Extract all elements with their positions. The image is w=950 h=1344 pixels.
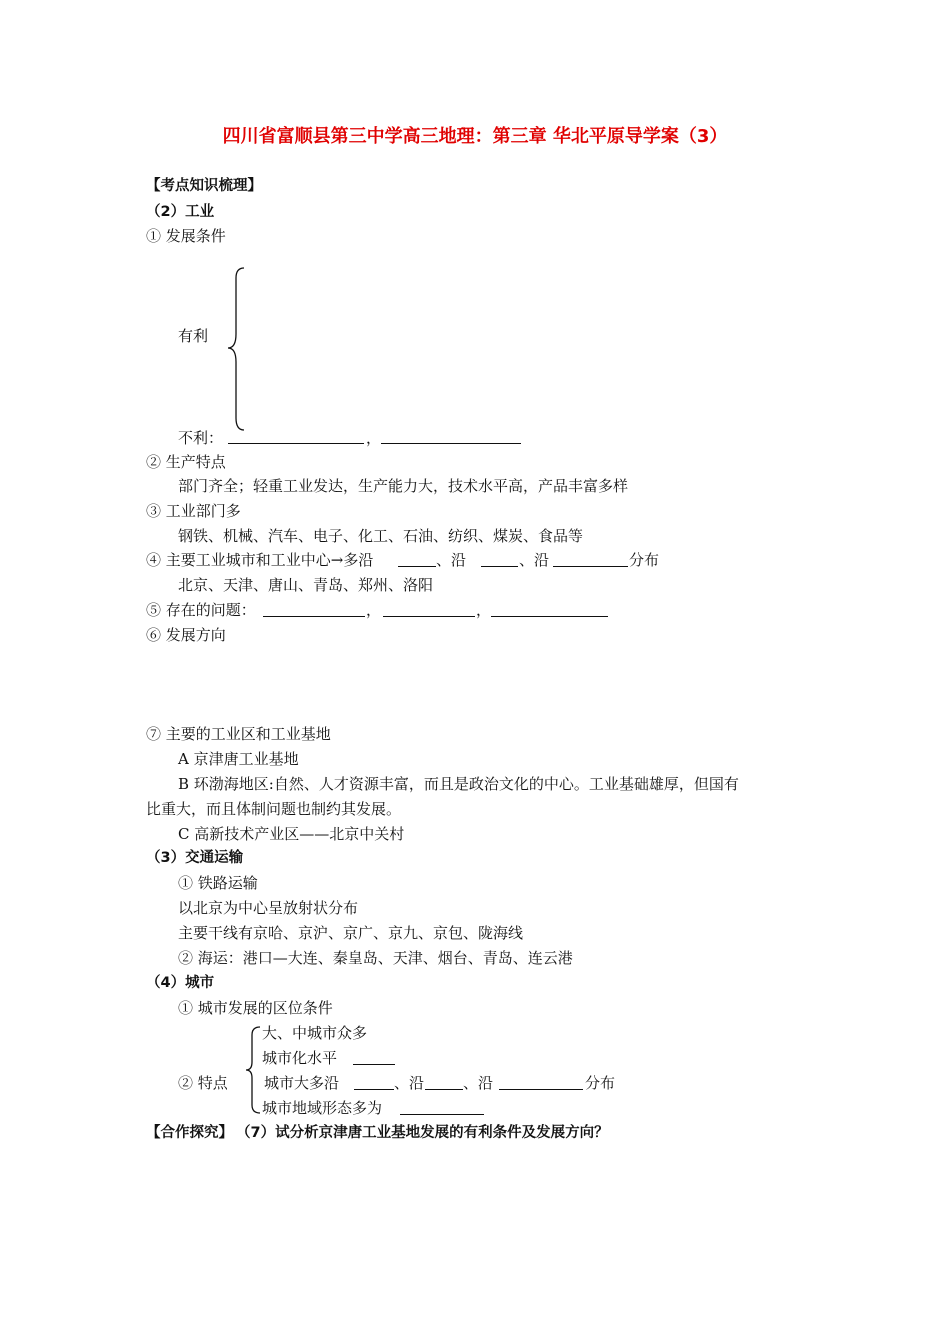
unfavorable-blank-1[interactable]	[228, 443, 364, 444]
industry-sectors-label: ③ 工业部门多	[146, 502, 241, 520]
jingjintang-base: A 京津唐工业基地	[178, 750, 299, 768]
existing-problems-label: ⑤ 存在的问题：	[146, 601, 256, 619]
industrial-cities-distribution: 分布	[629, 551, 660, 569]
page-title: 四川省富顺县第三中学高三地理：第三章 华北平原导学案（3）	[222, 126, 728, 147]
city-features-label: ② 特点	[178, 1074, 228, 1092]
comma: ，	[366, 601, 382, 619]
city-along-sep-2: 、沿	[463, 1074, 494, 1092]
industrial-cities-blank-3[interactable]	[553, 566, 628, 567]
industrial-cities-blank-1[interactable]	[398, 566, 436, 567]
urban-form-blank[interactable]	[400, 1114, 484, 1115]
city-along-blank-2[interactable]	[425, 1089, 463, 1090]
railway-lines: 主要干线有京哈、京沪、京广、京九、京包、陇海线	[178, 924, 524, 942]
unfavorable-label: 不利：	[178, 429, 224, 447]
industrial-cities-blank-2[interactable]	[481, 566, 518, 567]
problems-blank-2[interactable]	[383, 616, 475, 617]
favorable-brace	[226, 266, 250, 432]
production-features-label: ② 生产特点	[146, 453, 226, 471]
city-feature-4: 城市地域形态多为	[262, 1099, 383, 1117]
railway-radial: 以北京为中心呈放射状分布	[178, 899, 359, 917]
development-conditions-label: ① 发展条件	[146, 227, 226, 245]
sea-transport: ② 海运：港口—大连、秦皇岛、天津、烟台、青岛、连云港	[178, 949, 573, 967]
section-review-heading: 【考点知识梳理】	[146, 178, 262, 194]
city-heading: （4）城市	[146, 975, 215, 991]
railway-label: ① 铁路运输	[178, 874, 258, 892]
city-feature-1: 大、中城市众多	[262, 1024, 368, 1042]
industrial-cities-label: ④ 主要工业城市和工业中心→多沿	[146, 551, 374, 569]
bohai-region-line1: B 环渤海地区:自然、人才资源丰富，而且是政治文化的中心。工业基础雄厚，但国有	[178, 775, 739, 793]
industry-sectors-text: 钢铁、机械、汽车、电子、化工、石油、纺织、煤炭、食品等	[178, 527, 584, 545]
cooperate-label: 【合作探究】	[146, 1125, 233, 1141]
city-feature-2: 城市化水平	[262, 1049, 338, 1067]
high-tech-zone: C 高新技术产业区——北京中关村	[178, 825, 405, 843]
city-along-blank-1[interactable]	[354, 1089, 394, 1090]
transport-heading: （3）交通运输	[146, 850, 244, 866]
favorable-label: 有利	[178, 327, 209, 345]
industry-heading: （2）工业	[146, 204, 215, 220]
comma: ，	[476, 601, 492, 619]
city-location-conditions: ① 城市发展的区位条件	[178, 999, 333, 1017]
urbanization-blank[interactable]	[353, 1064, 395, 1065]
city-feature-3: 城市大多沿	[264, 1074, 340, 1092]
comma: ，	[366, 429, 382, 447]
city-features-brace	[244, 1025, 264, 1115]
bohai-region-line2: 比重大，而且体制问题也制约其发展。	[146, 800, 402, 818]
industrial-bases-label: ⑦ 主要的工业区和工业基地	[146, 725, 331, 743]
problems-blank-1[interactable]	[263, 616, 365, 617]
industrial-cities-sep-2: 、沿	[519, 551, 550, 569]
unfavorable-blank-2[interactable]	[381, 443, 521, 444]
cooperate-question: （7）试分析京津唐工业基地发展的有利条件及发展方向？	[236, 1125, 609, 1141]
city-distribution: 分布	[585, 1074, 616, 1092]
development-direction-label: ⑥ 发展方向	[146, 626, 226, 644]
industrial-cities-list: 北京、天津、唐山、青岛、郑州、洛阳	[178, 576, 434, 594]
city-along-blank-3[interactable]	[499, 1089, 583, 1090]
problems-blank-3[interactable]	[491, 616, 608, 617]
industrial-cities-sep-1: 、沿	[436, 551, 467, 569]
production-features-text: 部门齐全；轻重工业发达，生产能力大，技术水平高，产品丰富多样	[178, 477, 629, 495]
city-along-sep-1: 、沿	[394, 1074, 425, 1092]
